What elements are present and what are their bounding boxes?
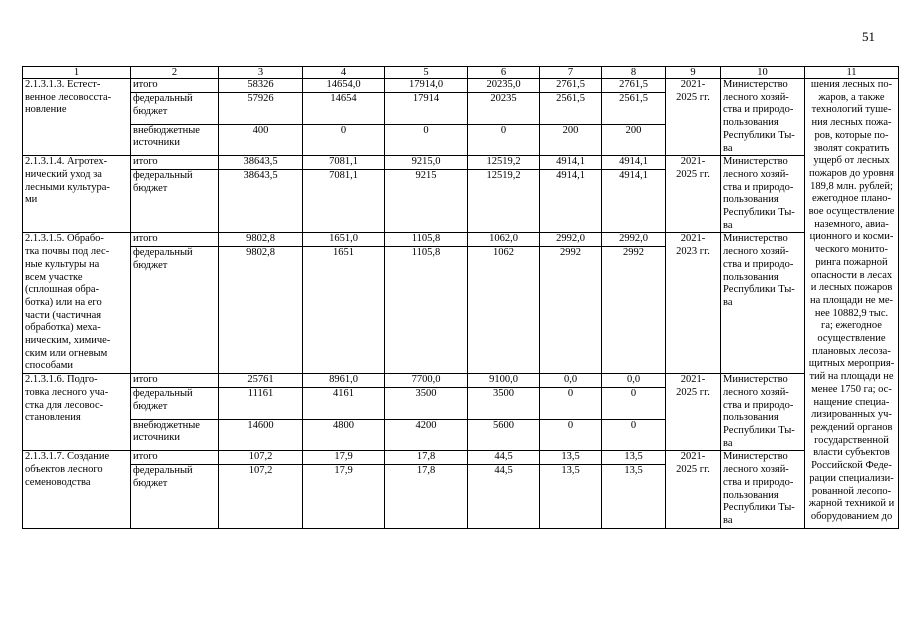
funding-source: итого <box>131 79 219 93</box>
table-row <box>23 451 899 465</box>
value-year-2: 0 <box>385 124 468 156</box>
header-cell: 7 <box>540 67 602 79</box>
value-year-4: 2992,0 <box>540 233 602 247</box>
value-year-5: 0 <box>602 388 666 420</box>
header-cell: 8 <box>602 67 666 79</box>
value-year-5: 13,5 <box>602 465 666 528</box>
value-year-5: 4914,1 <box>602 156 666 170</box>
value-year-4: 4914,1 <box>540 156 602 170</box>
expected-result: шения лесных по- жаров, а также технологий туше- ния лесных пожа- ров, которые по- зволят сократить ущерб от лесных пожаров до уровня 189,8 млн. рублей; ежегодное плано- вое осуществление наземного, авиа- ционного и косми- ческого монито- ринга пожарной опасности в лесах и лесных пожаров на площади не ме- нее 10882,9 тыс. га; ежегодное осуществление плановых лесоза- щитных мероприя- тий на площади не менее 1750 га; ос- нащение специа- лизированных уч- реждений органов государственной власти субъектов Российской Феде- рации специализи- рованной лесопо- жарной техникой и оборудованием до <box>805 79 899 529</box>
value-year-1: 0 <box>303 124 385 156</box>
responsible-body: Министерство лесного хозяй- ства и природо- пользования Республики Ты- ва <box>721 374 805 451</box>
value-year-4: 200 <box>540 124 602 156</box>
value-year-4: 0 <box>540 388 602 420</box>
program-table <box>22 66 899 529</box>
value-year-3: 1062,0 <box>468 233 540 247</box>
value-year-3: 3500 <box>468 388 540 420</box>
responsible-body: Министерство лесного хозяй- ства и природо- пользования Республики Ты- ва <box>721 233 805 374</box>
measure-name: 2.1.3.1.6. Подго- товка лесного уча- стка для лесовос- становления <box>23 374 131 451</box>
funding-source: итого <box>131 233 219 247</box>
funding-source: федеральный бюджет <box>131 170 219 233</box>
value-year-2: 17914 <box>385 93 468 125</box>
value-year-1: 17,9 <box>303 465 385 528</box>
value-total: 11161 <box>219 388 303 420</box>
header-cell: 3 <box>219 67 303 79</box>
value-year-1: 1651,0 <box>303 233 385 247</box>
value-total: 400 <box>219 124 303 156</box>
value-year-3: 12519,2 <box>468 170 540 233</box>
value-total: 9802,8 <box>219 233 303 247</box>
value-year-1: 1651 <box>303 247 385 374</box>
value-year-2: 4200 <box>385 419 468 451</box>
measure-name: 2.1.3.1.5. Обрабо- тка почвы под лес- ные культуры на всем участке (сплошная обра- ботка) или на его части (частичная обработка) меха- ническим, химиче- ским или огневым способами <box>23 233 131 374</box>
table-row <box>23 233 899 247</box>
value-year-2: 17914,0 <box>385 79 468 93</box>
funding-source: федеральный бюджет <box>131 388 219 420</box>
value-year-5: 2561,5 <box>602 93 666 125</box>
value-year-5: 200 <box>602 124 666 156</box>
value-year-5: 2761,5 <box>602 79 666 93</box>
value-year-4: 2992 <box>540 247 602 374</box>
value-year-1: 17,9 <box>303 451 385 465</box>
period: 2021- 2025 гг. <box>666 451 721 528</box>
value-year-5: 2992 <box>602 247 666 374</box>
value-year-4: 0,0 <box>540 374 602 388</box>
value-total: 9802,8 <box>219 247 303 374</box>
responsible-body: Министерство лесного хозяй- ства и природо- пользования Республики Ты- ва <box>721 451 805 528</box>
value-year-4: 4914,1 <box>540 170 602 233</box>
value-total: 14600 <box>219 419 303 451</box>
table-row <box>23 374 899 388</box>
header-cell: 4 <box>303 67 385 79</box>
value-total: 107,2 <box>219 451 303 465</box>
page-number: 51 <box>862 29 875 44</box>
table-row <box>23 156 899 170</box>
value-year-3: 20235,0 <box>468 79 540 93</box>
header-cell: 2 <box>131 67 219 79</box>
value-year-3: 44,5 <box>468 451 540 465</box>
value-year-1: 7081,1 <box>303 156 385 170</box>
value-year-3: 0 <box>468 124 540 156</box>
value-year-5: 0 <box>602 419 666 451</box>
value-total: 38643,5 <box>219 170 303 233</box>
value-year-3: 44,5 <box>468 465 540 528</box>
header-cell: 10 <box>721 67 805 79</box>
funding-source: итого <box>131 451 219 465</box>
value-total: 58326 <box>219 79 303 93</box>
value-total: 57926 <box>219 93 303 125</box>
value-year-5: 4914,1 <box>602 170 666 233</box>
period: 2021- 2025 гг. <box>666 156 721 233</box>
value-year-1: 14654 <box>303 93 385 125</box>
value-year-4: 2761,5 <box>540 79 602 93</box>
value-total: 107,2 <box>219 465 303 528</box>
header-row <box>23 67 899 79</box>
value-year-1: 4800 <box>303 419 385 451</box>
funding-source: федеральный бюджет <box>131 247 219 374</box>
value-year-4: 13,5 <box>540 465 602 528</box>
value-year-4: 13,5 <box>540 451 602 465</box>
value-year-2: 9215,0 <box>385 156 468 170</box>
value-year-1: 4161 <box>303 388 385 420</box>
measure-name: 2.1.3.1.7. Создание объектов лесного семеноводства <box>23 451 131 528</box>
responsible-body: Министерство лесного хозяй- ства и природо- пользования Республики Ты- ва <box>721 156 805 233</box>
funding-source: итого <box>131 156 219 170</box>
value-year-1: 8961,0 <box>303 374 385 388</box>
value-total: 38643,5 <box>219 156 303 170</box>
value-year-3: 9100,0 <box>468 374 540 388</box>
value-year-5: 2992,0 <box>602 233 666 247</box>
value-year-4: 0 <box>540 419 602 451</box>
funding-source: внебюджетные источники <box>131 124 219 156</box>
header-cell: 6 <box>468 67 540 79</box>
funding-source: итого <box>131 374 219 388</box>
header-cell: 9 <box>666 67 721 79</box>
value-year-3: 12519,2 <box>468 156 540 170</box>
measure-name: 2.1.3.1.3. Естест- венное лесовосста- новление <box>23 79 131 156</box>
funding-source: внебюджетные источники <box>131 419 219 451</box>
value-year-2: 3500 <box>385 388 468 420</box>
value-year-5: 13,5 <box>602 451 666 465</box>
value-year-2: 17,8 <box>385 451 468 465</box>
funding-source: федеральный бюджет <box>131 93 219 125</box>
value-year-4: 2561,5 <box>540 93 602 125</box>
measure-name: 2.1.3.1.4. Агротех- нический уход за лесными культура- ми <box>23 156 131 233</box>
responsible-body: Министерство лесного хозяй- ства и природо- пользования Республики Ты- ва <box>721 79 805 156</box>
value-year-2: 1105,8 <box>385 233 468 247</box>
header-cell: 1 <box>23 67 131 79</box>
value-year-1: 7081,1 <box>303 170 385 233</box>
value-year-5: 0,0 <box>602 374 666 388</box>
value-year-2: 1105,8 <box>385 247 468 374</box>
value-total: 25761 <box>219 374 303 388</box>
value-year-3: 20235 <box>468 93 540 125</box>
header-cell: 5 <box>385 67 468 79</box>
value-year-3: 5600 <box>468 419 540 451</box>
header-cell: 11 <box>805 67 899 79</box>
table-row <box>23 79 899 93</box>
period: 2021- 2025 гг. <box>666 79 721 156</box>
value-year-1: 14654,0 <box>303 79 385 93</box>
funding-source: федеральный бюджет <box>131 465 219 528</box>
value-year-2: 7700,0 <box>385 374 468 388</box>
period: 2021- 2025 гг. <box>666 374 721 451</box>
value-year-2: 17,8 <box>385 465 468 528</box>
period: 2021- 2023 гг. <box>666 233 721 374</box>
value-year-2: 9215 <box>385 170 468 233</box>
value-year-3: 1062 <box>468 247 540 374</box>
